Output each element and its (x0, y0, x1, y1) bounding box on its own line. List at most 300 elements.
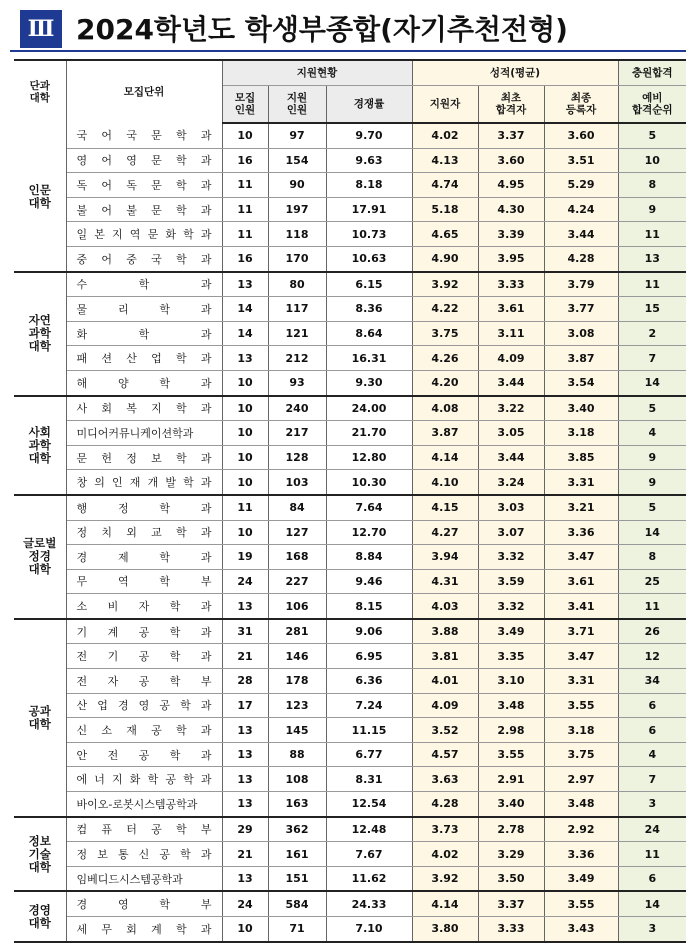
dept-name: 독 어 독 문 학 과 (66, 173, 222, 198)
grade-final: 3.48 (544, 792, 618, 817)
ratio: 11.62 (326, 866, 412, 891)
grade-first: 4.09 (478, 346, 544, 371)
grade-final: 3.71 (544, 619, 618, 644)
applicants: 103 (268, 470, 326, 495)
college-name: 인문 대학 (14, 123, 66, 272)
dept-name: 전 자 공 학 부 (66, 669, 222, 694)
ratio: 11.15 (326, 718, 412, 743)
dept-name: 임베디드시스템공학과 (66, 866, 222, 891)
spare-rank: 13 (618, 246, 686, 271)
grade-first: 3.24 (478, 470, 544, 495)
grade-applicants: 4.15 (412, 495, 478, 520)
dept-name: 기 계 공 학 과 (66, 619, 222, 644)
table-row (14, 445, 686, 470)
grade-first: 3.32 (478, 545, 544, 570)
grade-final: 3.60 (544, 123, 618, 148)
ratio: 10.73 (326, 222, 412, 247)
table-row (14, 594, 686, 619)
grade-first: 3.03 (478, 495, 544, 520)
grade-applicants: 4.13 (412, 148, 478, 173)
grade-final: 3.08 (544, 321, 618, 346)
ratio: 16.31 (326, 346, 412, 371)
dept-name: 미디어커뮤니케이션학과 (66, 421, 222, 446)
grade-applicants: 4.10 (412, 470, 478, 495)
dept-name: 산 업 경 영 공 학 과 (66, 693, 222, 718)
table-row (14, 396, 686, 421)
grade-final: 2.97 (544, 767, 618, 792)
table-row (14, 148, 686, 173)
grade-applicants: 4.26 (412, 346, 478, 371)
grade-applicants: 4.31 (412, 569, 478, 594)
quota: 13 (222, 272, 268, 297)
spare-rank: 11 (618, 222, 686, 247)
spare-rank: 10 (618, 148, 686, 173)
dept-name: 경 영 학 부 (66, 891, 222, 916)
table-row (14, 693, 686, 718)
spare-rank: 11 (618, 594, 686, 619)
table-row (14, 470, 686, 495)
grade-applicants: 3.87 (412, 421, 478, 446)
grade-first: 4.30 (478, 197, 544, 222)
table-row (14, 321, 686, 346)
grade-applicants: 3.73 (412, 817, 478, 842)
table-row (14, 742, 686, 767)
grade-final: 3.54 (544, 370, 618, 395)
table-row (14, 272, 686, 297)
grade-first: 3.35 (478, 644, 544, 669)
spare-rank: 6 (618, 693, 686, 718)
dept-name: 물 리 학 과 (66, 297, 222, 322)
applicants: 151 (268, 866, 326, 891)
table-row (14, 866, 686, 891)
applicants: 281 (268, 619, 326, 644)
grade-applicants: 4.14 (412, 445, 478, 470)
college-name: 사회 과학 대학 (14, 396, 66, 495)
college-name: 공과 대학 (14, 619, 66, 817)
grade-final: 3.75 (544, 742, 618, 767)
dept-name: 전 기 공 학 과 (66, 644, 222, 669)
grade-final: 3.44 (544, 222, 618, 247)
header-grade-final: 최종 등록자 (544, 86, 618, 124)
quota: 11 (222, 222, 268, 247)
ratio: 7.67 (326, 842, 412, 867)
grade-final: 3.61 (544, 569, 618, 594)
spare-rank: 14 (618, 520, 686, 545)
grade-final: 3.18 (544, 421, 618, 446)
dept-name: 화 학 과 (66, 321, 222, 346)
grade-first: 3.44 (478, 370, 544, 395)
quota: 28 (222, 669, 268, 694)
dept-name: 수 학 과 (66, 272, 222, 297)
table-row (14, 569, 686, 594)
grade-final: 3.51 (544, 148, 618, 173)
table-row (14, 767, 686, 792)
quota: 10 (222, 421, 268, 446)
header-grade-first: 최초 합격자 (478, 86, 544, 124)
grade-applicants: 4.01 (412, 669, 478, 694)
quota: 13 (222, 346, 268, 371)
applicants: 584 (268, 891, 326, 916)
admission-results-table (14, 59, 686, 943)
grade-final: 3.31 (544, 669, 618, 694)
college-name: 글로벌 정경 대학 (14, 495, 66, 619)
spare-rank: 11 (618, 272, 686, 297)
ratio: 6.15 (326, 272, 412, 297)
grade-first: 3.61 (478, 297, 544, 322)
applicants: 84 (268, 495, 326, 520)
spare-rank: 2 (618, 321, 686, 346)
quota: 16 (222, 148, 268, 173)
grade-final: 3.36 (544, 842, 618, 867)
grade-applicants: 4.74 (412, 173, 478, 198)
applicants: 80 (268, 272, 326, 297)
quota: 10 (222, 370, 268, 395)
quota: 31 (222, 619, 268, 644)
spare-rank: 24 (618, 817, 686, 842)
grade-applicants: 4.02 (412, 123, 478, 148)
header-unit: 모집단위 (66, 60, 222, 123)
applicants: 145 (268, 718, 326, 743)
table-row (14, 718, 686, 743)
applicants: 154 (268, 148, 326, 173)
grade-final: 3.77 (544, 297, 618, 322)
dept-name: 창 의 인 재 개 발 학 과 (66, 470, 222, 495)
quota: 24 (222, 569, 268, 594)
table-row (14, 520, 686, 545)
ratio: 7.24 (326, 693, 412, 718)
grade-first: 2.91 (478, 767, 544, 792)
spare-rank: 9 (618, 470, 686, 495)
applicants: 240 (268, 396, 326, 421)
dept-name: 경 제 학 과 (66, 545, 222, 570)
dept-name: 컴 퓨 터 공 학 부 (66, 817, 222, 842)
grade-first: 3.22 (478, 396, 544, 421)
dept-name: 신 소 재 공 학 과 (66, 718, 222, 743)
quota: 14 (222, 297, 268, 322)
ratio: 17.91 (326, 197, 412, 222)
quota: 13 (222, 742, 268, 767)
table-row (14, 917, 686, 942)
page-title: 2024학년도 학생부종합(자기추천전형) (76, 13, 568, 46)
quota: 10 (222, 396, 268, 421)
ratio: 8.64 (326, 321, 412, 346)
grade-final: 4.24 (544, 197, 618, 222)
ratio: 10.63 (326, 246, 412, 271)
applicants: 90 (268, 173, 326, 198)
ratio: 6.77 (326, 742, 412, 767)
table-row (14, 495, 686, 520)
grade-first: 3.48 (478, 693, 544, 718)
applicants: 117 (268, 297, 326, 322)
dept-name: 일 본 지 역 문 화 학 과 (66, 222, 222, 247)
grade-first: 3.10 (478, 669, 544, 694)
applicants: 93 (268, 370, 326, 395)
header-support: 지원현황 (222, 60, 412, 86)
applicants: 146 (268, 644, 326, 669)
table-row (14, 246, 686, 271)
table-row (14, 370, 686, 395)
ratio: 24.00 (326, 396, 412, 421)
grade-applicants: 4.28 (412, 792, 478, 817)
applicants: 88 (268, 742, 326, 767)
grade-applicants: 3.92 (412, 866, 478, 891)
applicants: 108 (268, 767, 326, 792)
ratio: 8.36 (326, 297, 412, 322)
ratio: 6.36 (326, 669, 412, 694)
dept-name: 정 보 통 신 공 학 과 (66, 842, 222, 867)
grade-final: 3.55 (544, 693, 618, 718)
college-name: 경영 대학 (14, 891, 66, 941)
spare-rank: 5 (618, 495, 686, 520)
grade-final: 3.43 (544, 917, 618, 942)
ratio: 9.70 (326, 123, 412, 148)
grade-applicants: 4.27 (412, 520, 478, 545)
ratio: 12.80 (326, 445, 412, 470)
grade-final: 3.85 (544, 445, 618, 470)
grade-first: 2.78 (478, 817, 544, 842)
spare-rank: 5 (618, 396, 686, 421)
dept-name: 패 션 산 업 학 과 (66, 346, 222, 371)
ratio: 9.06 (326, 619, 412, 644)
grade-applicants: 3.63 (412, 767, 478, 792)
ratio: 10.30 (326, 470, 412, 495)
grade-applicants: 4.22 (412, 297, 478, 322)
college-name: 정보 기술 대학 (14, 817, 66, 892)
grade-final: 3.49 (544, 866, 618, 891)
grade-first: 3.33 (478, 917, 544, 942)
applicants: 170 (268, 246, 326, 271)
table-row (14, 297, 686, 322)
quota: 11 (222, 495, 268, 520)
grade-applicants: 3.52 (412, 718, 478, 743)
title-underline (10, 50, 686, 52)
grade-final: 3.36 (544, 520, 618, 545)
grade-first: 3.55 (478, 742, 544, 767)
dept-name: 행 정 학 과 (66, 495, 222, 520)
grade-applicants: 4.14 (412, 891, 478, 916)
applicants: 97 (268, 123, 326, 148)
spare-rank: 14 (618, 891, 686, 916)
applicants: 168 (268, 545, 326, 570)
spare-rank: 12 (618, 644, 686, 669)
quota: 24 (222, 891, 268, 916)
quota: 16 (222, 246, 268, 271)
header-spare-rank: 예비 합격순위 (618, 86, 686, 124)
table-row (14, 842, 686, 867)
applicants: 212 (268, 346, 326, 371)
grade-first: 3.33 (478, 272, 544, 297)
spare-rank: 7 (618, 346, 686, 371)
ratio: 9.46 (326, 569, 412, 594)
grade-applicants: 4.57 (412, 742, 478, 767)
quota: 13 (222, 594, 268, 619)
table-row (14, 173, 686, 198)
quota: 21 (222, 644, 268, 669)
grade-final: 3.21 (544, 495, 618, 520)
grade-applicants: 4.20 (412, 370, 478, 395)
applicants: 163 (268, 792, 326, 817)
header-applicants: 지원 인원 (268, 86, 326, 124)
dept-name: 영 어 영 문 학 과 (66, 148, 222, 173)
quota: 29 (222, 817, 268, 842)
applicants: 71 (268, 917, 326, 942)
ratio: 12.48 (326, 817, 412, 842)
header-grade: 성적(평균) (412, 60, 618, 86)
grade-first: 3.60 (478, 148, 544, 173)
applicants: 227 (268, 569, 326, 594)
dept-name: 정 치 외 교 학 과 (66, 520, 222, 545)
applicants: 106 (268, 594, 326, 619)
grade-final: 3.79 (544, 272, 618, 297)
quota: 13 (222, 792, 268, 817)
ratio: 21.70 (326, 421, 412, 446)
spare-rank: 8 (618, 173, 686, 198)
quota: 11 (222, 173, 268, 198)
dept-name: 국 어 국 문 학 과 (66, 123, 222, 148)
grade-applicants: 3.75 (412, 321, 478, 346)
spare-rank: 3 (618, 792, 686, 817)
applicants: 217 (268, 421, 326, 446)
header-college: 단과 대학 (14, 60, 66, 123)
spare-rank: 5 (618, 123, 686, 148)
grade-applicants: 4.65 (412, 222, 478, 247)
grade-final: 4.28 (544, 246, 618, 271)
dept-name: 에 너 지 화 학 공 학 과 (66, 767, 222, 792)
applicants: 362 (268, 817, 326, 842)
grade-first: 3.37 (478, 123, 544, 148)
dept-name: 세 무 회 계 학 과 (66, 917, 222, 942)
grade-first: 3.32 (478, 594, 544, 619)
ratio: 8.18 (326, 173, 412, 198)
applicants: 161 (268, 842, 326, 867)
section-number-badge: Ⅲ (20, 10, 62, 48)
grade-applicants: 3.92 (412, 272, 478, 297)
table-row (14, 421, 686, 446)
applicants: 178 (268, 669, 326, 694)
grade-first: 3.50 (478, 866, 544, 891)
dept-name: 문 헌 정 보 학 과 (66, 445, 222, 470)
quota: 13 (222, 718, 268, 743)
grade-final: 3.18 (544, 718, 618, 743)
header-grade-applicants: 지원자 (412, 86, 478, 124)
grade-first: 2.98 (478, 718, 544, 743)
spare-rank: 26 (618, 619, 686, 644)
ratio: 7.10 (326, 917, 412, 942)
table-row (14, 817, 686, 842)
spare-rank: 8 (618, 545, 686, 570)
grade-final: 2.92 (544, 817, 618, 842)
ratio: 8.84 (326, 545, 412, 570)
grade-applicants: 4.09 (412, 693, 478, 718)
spare-rank: 14 (618, 370, 686, 395)
grade-applicants: 3.88 (412, 619, 478, 644)
grade-applicants: 4.02 (412, 842, 478, 867)
quota: 10 (222, 445, 268, 470)
table-row (14, 545, 686, 570)
grade-final: 3.87 (544, 346, 618, 371)
grade-final: 3.47 (544, 545, 618, 570)
spare-rank: 9 (618, 445, 686, 470)
table-row (14, 222, 686, 247)
table-row (14, 891, 686, 916)
dept-name: 무 역 학 부 (66, 569, 222, 594)
spare-rank: 6 (618, 718, 686, 743)
dept-name: 바이오-로봇시스템공학과 (66, 792, 222, 817)
ratio: 8.15 (326, 594, 412, 619)
grade-applicants: 4.90 (412, 246, 478, 271)
grade-final: 3.41 (544, 594, 618, 619)
grade-applicants: 4.08 (412, 396, 478, 421)
table-row (14, 123, 686, 148)
quota: 11 (222, 197, 268, 222)
applicants: 128 (268, 445, 326, 470)
applicants: 121 (268, 321, 326, 346)
dept-name: 불 어 불 문 학 과 (66, 197, 222, 222)
spare-rank: 4 (618, 742, 686, 767)
table-body (14, 123, 686, 942)
table-header (14, 60, 686, 123)
grade-applicants: 5.18 (412, 197, 478, 222)
table-row (14, 644, 686, 669)
spare-rank: 9 (618, 197, 686, 222)
quota: 19 (222, 545, 268, 570)
applicants: 127 (268, 520, 326, 545)
grade-first: 3.40 (478, 792, 544, 817)
spare-rank: 15 (618, 297, 686, 322)
page-header (10, 6, 690, 52)
grade-final: 3.40 (544, 396, 618, 421)
table-row (14, 792, 686, 817)
dept-name: 사 회 복 지 학 과 (66, 396, 222, 421)
applicants: 123 (268, 693, 326, 718)
grade-applicants: 3.81 (412, 644, 478, 669)
spare-rank: 25 (618, 569, 686, 594)
grade-first: 3.44 (478, 445, 544, 470)
grade-final: 3.31 (544, 470, 618, 495)
grade-first: 3.39 (478, 222, 544, 247)
quota: 10 (222, 123, 268, 148)
header-ratio: 경쟁률 (326, 86, 412, 124)
quota: 17 (222, 693, 268, 718)
ratio: 9.63 (326, 148, 412, 173)
college-name: 자연 과학 대학 (14, 272, 66, 396)
grade-applicants: 3.94 (412, 545, 478, 570)
table-row (14, 346, 686, 371)
quota: 21 (222, 842, 268, 867)
grade-first: 3.95 (478, 246, 544, 271)
grade-first: 3.07 (478, 520, 544, 545)
quota: 13 (222, 866, 268, 891)
ratio: 24.33 (326, 891, 412, 916)
header-quota: 모집 인원 (222, 86, 268, 124)
applicants: 118 (268, 222, 326, 247)
grade-first: 3.59 (478, 569, 544, 594)
ratio: 6.95 (326, 644, 412, 669)
spare-rank: 11 (618, 842, 686, 867)
grade-first: 3.11 (478, 321, 544, 346)
grade-applicants: 4.03 (412, 594, 478, 619)
dept-name: 해 양 학 과 (66, 370, 222, 395)
ratio: 12.54 (326, 792, 412, 817)
grade-first: 3.37 (478, 891, 544, 916)
grade-applicants: 3.80 (412, 917, 478, 942)
spare-rank: 7 (618, 767, 686, 792)
grade-first: 3.49 (478, 619, 544, 644)
grade-final: 3.55 (544, 891, 618, 916)
dept-name: 소 비 자 학 과 (66, 594, 222, 619)
ratio: 9.30 (326, 370, 412, 395)
spare-rank: 3 (618, 917, 686, 942)
